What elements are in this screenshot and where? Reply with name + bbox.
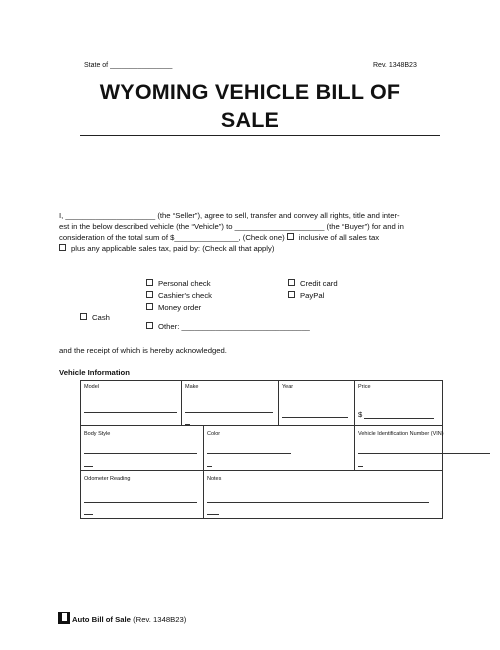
agreement-line-2: est in the below described vehicle (the “Vehicle”) to _____________________ (the “Buyer”) for and in [59, 222, 404, 231]
other-checkbox[interactable] [146, 322, 153, 329]
agreement-line-4 [59, 243, 274, 254]
price-cell[interactable] [355, 381, 443, 426]
year-cell[interactable] [279, 381, 355, 426]
credit-card-label: Credit card [300, 279, 338, 288]
agreement-line-3 [59, 232, 379, 243]
payment-option-money-order[interactable] [146, 303, 201, 312]
inclusive-tax-label: inclusive of all sales tax [298, 233, 380, 242]
payment-option-cashiers-check[interactable] [146, 291, 212, 300]
document-title-line1: WYOMING VEHICLE BILL OF [99, 80, 401, 104]
cash-label: Cash [92, 313, 110, 322]
state-field[interactable]: State of ________________ [84, 62, 173, 69]
make-input-line[interactable] [185, 412, 273, 413]
model-label: Model [84, 384, 99, 390]
personal-check-checkbox[interactable] [146, 279, 153, 286]
body-style-label: Body Style [84, 431, 111, 437]
plus-tax-checkbox[interactable] [59, 244, 66, 251]
year-input-line[interactable] [282, 417, 348, 418]
vehicle-info-heading: Vehicle Information [59, 368, 130, 377]
other-label: Other: ______________________________ [158, 322, 310, 331]
vin-input-line[interactable] [358, 453, 490, 454]
odometer-cell[interactable] [81, 471, 204, 519]
payment-option-paypal[interactable] [288, 291, 324, 300]
revision-number: Rev. 1348B23 [373, 62, 417, 69]
color-cell[interactable] [204, 426, 355, 471]
footer [58, 612, 186, 624]
odometer-label: Odometer Reading [84, 476, 131, 482]
footer-title: Auto Bill of Sale [72, 615, 131, 624]
paypal-label: PayPal [300, 291, 325, 300]
inclusive-tax-checkbox[interactable] [287, 233, 294, 240]
vin-label: Vehicle Identification Number (VIN) [358, 431, 444, 437]
price-input-line[interactable] [364, 418, 434, 419]
make-label: Make [185, 384, 199, 390]
body-style-cell[interactable] [81, 426, 204, 471]
acknowledgement-text: and the receipt of which is hereby acknowledged. [59, 346, 227, 355]
model-input-line[interactable] [84, 412, 177, 413]
personal-check-label: Personal check [158, 279, 211, 288]
credit-card-checkbox[interactable] [288, 279, 295, 286]
vin-second-line [358, 466, 363, 467]
paypal-checkbox[interactable] [288, 291, 295, 298]
make-cell[interactable] [182, 381, 279, 426]
title-divider [80, 135, 440, 136]
notes-cell[interactable] [204, 471, 443, 519]
cash-checkbox[interactable] [80, 313, 87, 320]
cashiers-check-checkbox[interactable] [146, 291, 153, 298]
agreement-line-1: I, _____________________ (the “Seller”), agree to sell, transfer and convey all rights, title and inter- [59, 211, 400, 220]
legal-templates-logo-icon [58, 612, 70, 624]
model-cell[interactable] [81, 381, 182, 426]
payment-option-personal-check[interactable] [146, 279, 211, 288]
payment-option-cash[interactable] [80, 313, 110, 322]
money-order-checkbox[interactable] [146, 303, 153, 310]
payment-option-credit-card[interactable] [288, 279, 338, 288]
notes-second-line [207, 514, 219, 515]
payment-option-other[interactable] [146, 322, 310, 331]
color-label: Color [207, 431, 221, 437]
footer-revision: (Rev. 1348B23) [133, 615, 187, 624]
odometer-second-line [84, 514, 93, 515]
price-dollar-sign: $ [358, 410, 363, 419]
notes-label: Notes [207, 476, 222, 482]
body-style-input-line[interactable] [84, 453, 197, 454]
price-label: Price [358, 384, 371, 390]
money-order-label: Money order [158, 303, 202, 312]
vin-cell[interactable] [355, 426, 443, 471]
vehicle-info-table [80, 380, 443, 519]
odometer-input-line[interactable] [84, 502, 197, 503]
body-style-second-line [84, 466, 93, 467]
notes-input-line[interactable] [207, 502, 429, 503]
color-input-line[interactable] [207, 453, 291, 454]
cashiers-check-label: Cashier's check [158, 291, 213, 300]
plus-tax-label: plus any applicable sales tax, paid by: (Check all that apply) [71, 244, 275, 253]
year-label: Year [282, 384, 294, 390]
document-title-line2: SALE [220, 108, 280, 132]
color-second-line [207, 466, 212, 467]
agreement-line-3-text: consideration of the total sum of $_______________, (Check one) [59, 233, 285, 242]
